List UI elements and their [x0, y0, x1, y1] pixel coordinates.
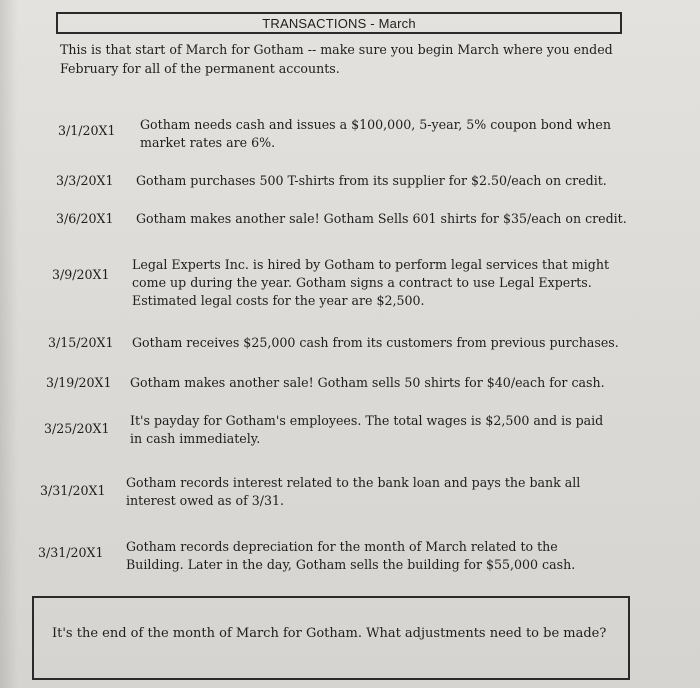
transaction-desc-line: Gotham makes another sale! Gotham sells 50 shirts for $40/each for cash. — [130, 375, 605, 390]
transaction-date: 3/1/20X1 — [58, 123, 116, 138]
end-of-month-box — [32, 596, 630, 680]
transaction-date: 3/9/20X1 — [52, 267, 110, 282]
intro-line: February for all of the permanent accounts. — [60, 61, 340, 76]
end-of-month-question: It's the end of the month of March for Gotham. What adjustments need to be made? — [52, 626, 607, 641]
transaction-date: 3/15/20X1 — [48, 335, 114, 350]
page-title: TRANSACTIONS - March — [262, 15, 416, 31]
transaction-date: 3/31/20X1 — [38, 545, 104, 560]
transaction-date: 3/6/20X1 — [56, 211, 114, 226]
transaction-date: 3/19/20X1 — [46, 375, 112, 390]
transaction-desc-line: in cash immediately. — [130, 431, 261, 446]
transaction-desc-line: Legal Experts Inc. is hired by Gotham to perform legal services that might — [132, 257, 610, 272]
transaction-desc-line: Gotham needs cash and issues a $100,000, 5-year, 5% coupon bond when — [140, 117, 611, 132]
title-box — [56, 12, 622, 34]
transaction-desc-line: Gotham makes another sale! Gotham Sells 601 shirts for $35/each on credit. — [136, 211, 627, 226]
transaction-desc-line: Gotham records depreciation for the month of March related to the — [126, 539, 558, 554]
transaction-desc-line: It's payday for Gotham's employees. The total wages is $2,500 and is paid — [130, 413, 604, 428]
transaction-desc-line: interest owed as of 3/31. — [126, 493, 285, 508]
transaction-desc-line: Gotham receives $25,000 cash from its customers from previous purchases. — [132, 335, 619, 350]
transaction-desc-line: Gotham purchases 500 T-shirts from its supplier for $2.50/each on credit. — [136, 173, 607, 188]
transaction-desc-line: come up during the year. Gotham signs a contract to use Legal Experts. — [132, 275, 592, 290]
transaction-date: 3/3/20X1 — [56, 173, 114, 188]
transaction-desc-line: Gotham records interest related to the bank loan and pays the bank all — [126, 475, 581, 490]
intro-paragraph — [60, 40, 620, 78]
transaction-desc-line: market rates are 6%. — [140, 135, 276, 150]
transaction-desc-line: Estimated legal costs for the year are $2,500. — [132, 293, 425, 308]
page-edge-shadow — [0, 0, 18, 688]
intro-line: This is that start of March for Gotham -- make sure you begin March where you ended — [60, 42, 613, 57]
transaction-date: 3/31/20X1 — [40, 483, 106, 498]
transaction-desc-line: Building. Later in the day, Gotham sells the building for $55,000 cash. — [126, 557, 576, 572]
transaction-date: 3/25/20X1 — [44, 421, 110, 436]
